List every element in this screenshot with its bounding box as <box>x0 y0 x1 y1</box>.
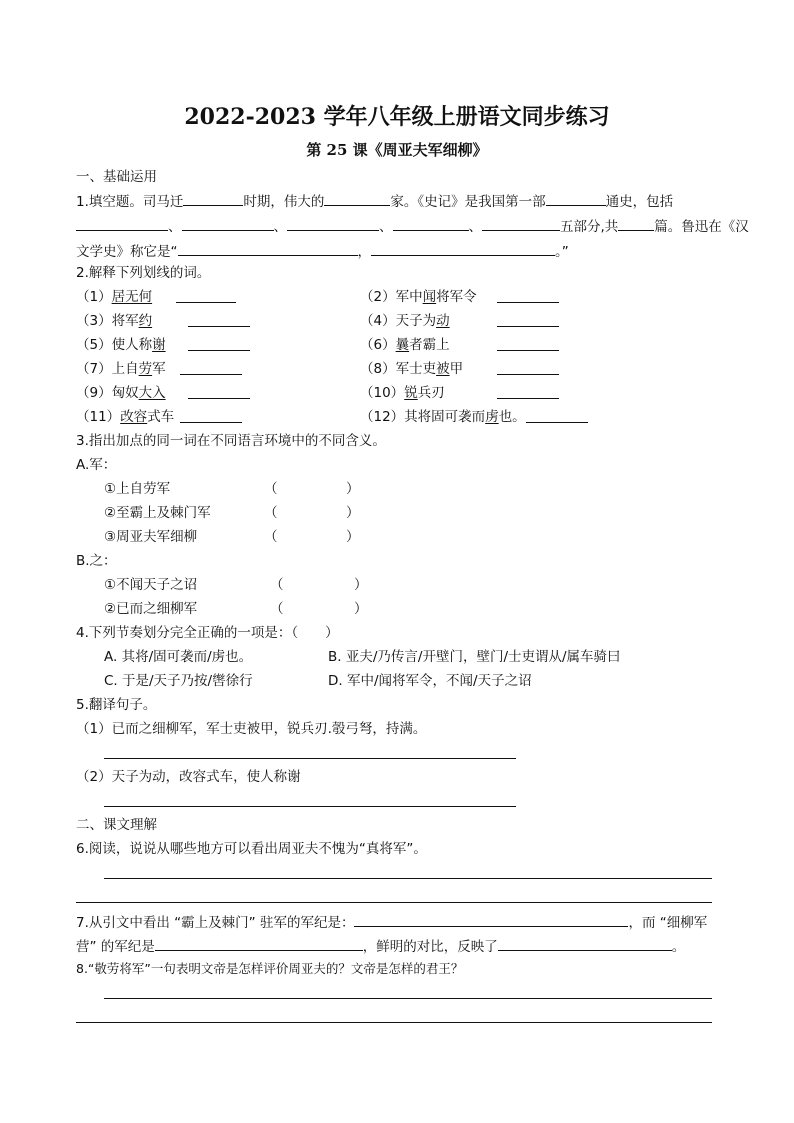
q1-blank-9[interactable] <box>618 216 654 231</box>
q3-b-item-2: ②已而之细柳军 <box>104 601 198 617</box>
q8-answer-line-2[interactable] <box>76 1022 712 1023</box>
q8-prompt: 8.“敬劳将军”一句表明文帝是怎样评价周亚夫的？文帝是怎样的君王？ <box>76 961 464 976</box>
q3-b-paren-open-2[interactable]: （ <box>270 601 284 617</box>
q5-sentence-1: （1）已而之细柳军，军士吏被甲，锐兵刃.彀弓弩，持满。 <box>76 721 427 737</box>
q2-item-2: （2）军中闻将军令 <box>360 289 477 305</box>
q3-label-b: B.之： <box>76 553 117 569</box>
q6-prompt: 6.阅读，说说从哪些地方可以看出周亚夫不愧为“真将军”。 <box>76 841 427 857</box>
q7-line-2: 营” 的军纪是 ，鲜明的对比，反映了 。 <box>76 936 685 956</box>
q2-item-12: （12）其将固可袭而虏也。 <box>360 409 526 425</box>
q1-line-1: 1.填空题。司马迁 时期，伟大的 家。《史记》是我国第一部 通史，包括 <box>76 191 673 211</box>
q3-b-paren-close-1: ） <box>354 577 368 593</box>
q3-a-paren-close-2: ） <box>346 505 360 521</box>
q8-answer-line-1[interactable] <box>104 998 712 999</box>
q3-a-item-1: ①上自劳军 <box>104 481 171 497</box>
section-heading-comprehension: 二、课文理解 <box>76 817 157 833</box>
q5-answer-line-1[interactable] <box>104 758 516 759</box>
q2-blank-9[interactable] <box>188 398 250 399</box>
q2-item-6: （6）曩者霸上 <box>360 337 450 353</box>
q4-option-d[interactable]: D. 军中/闻将军令，不闻/天子之诏 <box>328 673 532 689</box>
page-title: 2022-2023 学年八年级上册语文同步练习 <box>184 104 610 130</box>
q2-blank-1[interactable] <box>176 302 236 303</box>
q2-blank-7[interactable] <box>180 374 242 375</box>
q1-blank-2[interactable] <box>324 191 390 206</box>
q3-a-paren-open-2[interactable]: （ <box>264 505 278 521</box>
q1-line-3: 文学史》称它是“ ， 。” <box>76 241 569 261</box>
q1-blank-1[interactable] <box>183 191 243 206</box>
q2-blank-3[interactable] <box>188 326 250 327</box>
q2-item-11: （11）改容式车 <box>76 409 175 425</box>
q3-prompt: 3.指出加点的同一词在不同语言环境中的不同含义。 <box>76 433 386 449</box>
q4-prompt: 4.下列节奏划分完全正确的一项是：（ ） <box>76 625 339 641</box>
q1-line-2: 、 、 、 、 五部分,共 篇。鲁迅在《汉 <box>76 216 749 236</box>
q2-prompt: 2.解释下列划线的词。 <box>76 265 211 281</box>
q2-blank-8[interactable] <box>497 374 559 375</box>
q2-blank-2[interactable] <box>497 302 559 303</box>
q3-a-paren-close-1: ） <box>346 481 360 497</box>
q3-b-item-1: ①不闻天子之诏 <box>104 577 198 593</box>
q2-item-5: （5）使人称谢 <box>76 337 166 353</box>
q2-item-7: （7）上自劳军 <box>76 361 166 377</box>
q1-blank-6[interactable] <box>287 216 379 231</box>
q2-item-1: （1）居无何 <box>76 289 153 305</box>
q2-item-8: （8）军士吏被甲 <box>360 361 464 377</box>
q5-answer-line-2[interactable] <box>104 806 516 807</box>
q3-a-paren-close-3: ） <box>346 529 360 545</box>
q1-blank-10[interactable] <box>178 241 358 256</box>
q1-blank-7[interactable] <box>393 216 469 231</box>
q3-b-paren-close-2: ） <box>354 601 368 617</box>
page-subtitle: 第 25 课《周亚夫军细柳》 <box>306 141 488 159</box>
q7-blank-3[interactable] <box>498 936 672 951</box>
q6-answer-line-1[interactable] <box>104 878 712 879</box>
section-heading-basic: 一、基础运用 <box>76 169 157 185</box>
q5-sentence-2: （2）天子为动，改容式车，使人称谢 <box>76 769 301 785</box>
q2-blank-11[interactable] <box>180 422 242 423</box>
q2-item-3: （3）将军约 <box>76 313 153 329</box>
q4-option-b[interactable]: B. 亚夫/乃传言/开壁门，壁门/士吏谓从/属车骑曰 <box>328 649 621 665</box>
q3-a-paren-open-3[interactable]: （ <box>264 529 278 545</box>
q1-blank-5[interactable] <box>182 216 274 231</box>
q2-blank-6[interactable] <box>497 350 559 351</box>
q3-b-paren-open-1[interactable]: （ <box>270 577 284 593</box>
q2-blank-5[interactable] <box>188 350 250 351</box>
q2-blank-4[interactable] <box>497 326 559 327</box>
q4-option-a[interactable]: A. 其将/固可袭而/虏也。 <box>104 649 253 665</box>
q1-blank-11[interactable] <box>371 241 555 256</box>
q2-item-10: （10）锐兵刃 <box>360 385 445 401</box>
q3-a-paren-open-1[interactable]: （ <box>264 481 278 497</box>
q1-blank-8[interactable] <box>482 216 560 231</box>
q7-blank-1[interactable] <box>354 912 628 927</box>
q2-blank-12[interactable] <box>526 422 588 423</box>
q1-blank-3[interactable] <box>546 191 606 206</box>
q3-a-item-2: ②至霸上及棘门军 <box>104 505 211 521</box>
q7-line-1: 7.从引文中看出 “霸上及棘门” 驻军的军纪是： ，而 “细柳军 <box>76 912 707 932</box>
q2-item-9: （9）匈奴大入 <box>76 385 166 401</box>
q3-label-a: A.军： <box>76 457 117 473</box>
q5-prompt: 5.翻译句子。 <box>76 697 157 713</box>
q2-item-4: （4）天子为动 <box>360 313 450 329</box>
q6-answer-line-2[interactable] <box>76 902 712 903</box>
q4-option-c[interactable]: C. 于是/天子乃按/辔徐行 <box>104 673 253 689</box>
q3-a-item-3: ③周亚夫军细柳 <box>104 529 198 545</box>
q2-blank-10[interactable] <box>497 398 559 399</box>
q1-blank-4[interactable] <box>76 216 168 231</box>
q7-blank-2[interactable] <box>155 936 363 951</box>
